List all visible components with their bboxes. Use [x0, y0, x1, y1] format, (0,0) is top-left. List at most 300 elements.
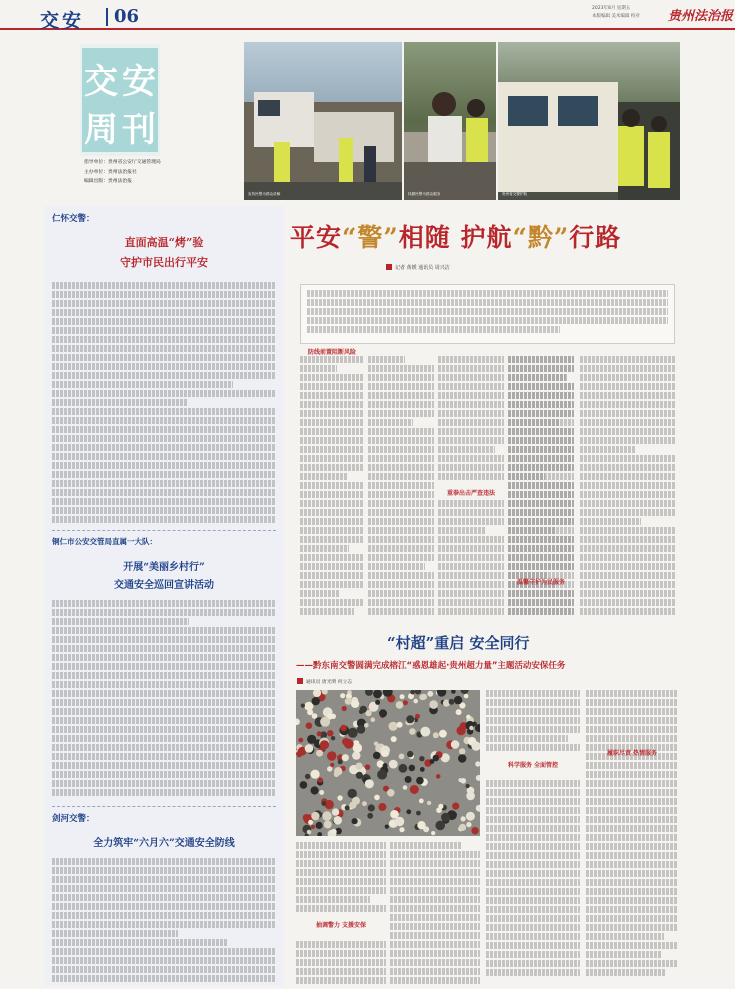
- text-line: [580, 509, 676, 516]
- text-line: [586, 915, 678, 922]
- crowd-figure: [298, 738, 303, 743]
- photo-caption-2: 执勤民警为群众服务: [408, 192, 441, 196]
- text-line: [300, 383, 364, 390]
- text-line: [586, 960, 678, 967]
- crowd-figure: [342, 706, 347, 711]
- crowd-figure: [378, 803, 386, 811]
- text-line: [438, 356, 504, 363]
- text-line: [508, 392, 574, 399]
- text-line: [368, 518, 434, 525]
- crowd-figure: [419, 799, 424, 804]
- text-line: [586, 735, 678, 742]
- text-line: [486, 852, 580, 859]
- text-line: [52, 672, 276, 679]
- text-line: [300, 509, 364, 516]
- photo-police-trucks: [244, 42, 402, 200]
- crowd-figure: [466, 715, 471, 720]
- text-line: [486, 915, 580, 922]
- crowd-figure: [307, 709, 313, 715]
- text-line: [296, 950, 386, 957]
- text-line: [580, 401, 676, 408]
- crowd-figure: [331, 736, 335, 740]
- crowd-figure: [452, 803, 459, 810]
- photo-woman-officer-illustration: [404, 42, 496, 200]
- text-line: [508, 437, 574, 444]
- crowd-figure: [303, 814, 310, 821]
- crowd-figure: [382, 750, 388, 756]
- text-line: [438, 419, 504, 426]
- text-line: [300, 401, 364, 408]
- text-line: [586, 870, 678, 877]
- text-line: [438, 410, 504, 417]
- text-line: [52, 345, 276, 352]
- crowd-figure: [311, 786, 319, 794]
- text-line: [368, 527, 434, 534]
- text-line: [508, 374, 566, 381]
- feature2-title: “村超”重启 安全同行: [387, 634, 530, 652]
- text-line: [52, 336, 276, 343]
- text-line: [438, 608, 504, 615]
- crowd-figure: [469, 726, 473, 730]
- title-part-3: 相随 护航: [398, 223, 513, 252]
- text-line: [52, 690, 276, 697]
- text-line: [52, 681, 276, 688]
- text-line: [390, 887, 480, 894]
- crowd-figure: [389, 821, 395, 827]
- text-line: [52, 930, 178, 937]
- crowd-figure: [353, 743, 362, 752]
- text-line: [508, 473, 545, 480]
- text-line: [508, 509, 574, 516]
- story1-title-line1: 直面高温“烤”验: [124, 236, 204, 249]
- text-line: [52, 291, 276, 298]
- text-line: [307, 299, 668, 306]
- crowd-figure: [395, 817, 404, 826]
- text-line: [300, 554, 364, 561]
- crowd-figure: [308, 820, 313, 825]
- crowd-figure: [466, 822, 471, 827]
- text-line: [438, 473, 504, 480]
- text-line: [296, 887, 386, 894]
- text-line: [508, 518, 574, 525]
- byline-marker: [297, 678, 303, 684]
- text-line: [586, 717, 678, 724]
- text-line: [368, 482, 434, 489]
- title-part-2: “警”: [342, 223, 399, 252]
- text-line: [52, 753, 276, 760]
- text-line: [508, 554, 574, 561]
- text-line: [586, 762, 678, 769]
- logo-char-4: 刊: [122, 110, 156, 150]
- feature2-subhead-2: 科学服务 全面管控: [507, 762, 559, 769]
- text-line: [368, 563, 425, 570]
- crowd-figure: [396, 701, 404, 709]
- feature2-column-3: [486, 690, 580, 984]
- text-line: [52, 654, 276, 661]
- credit-publisher: 编辑出版：贵州法治报: [84, 179, 132, 184]
- text-line: [390, 968, 480, 975]
- text-line: [486, 951, 580, 958]
- text-line: [586, 951, 661, 958]
- text-line: [52, 912, 276, 919]
- text-line: [52, 780, 276, 787]
- text-line: [486, 699, 580, 706]
- text-line: [300, 536, 364, 543]
- text-line: [368, 374, 434, 381]
- text-line: [52, 363, 276, 370]
- text-line: [390, 977, 480, 984]
- text-line: [52, 708, 276, 715]
- text-line: [52, 894, 276, 901]
- text-line: [368, 365, 434, 372]
- text-line: [438, 536, 504, 543]
- text-line: [580, 356, 676, 363]
- crowd-figure: [348, 728, 358, 738]
- story3-title: 全力筑牢“六月六”交通安全防线: [93, 838, 235, 849]
- text-line: [580, 608, 676, 615]
- text-line: [52, 744, 276, 751]
- text-line: [508, 365, 574, 372]
- crowd-figure: [360, 706, 367, 713]
- subhead-1: 防线前置阻断风险: [307, 349, 356, 356]
- text-line: [300, 419, 364, 426]
- section-name: 交安: [40, 10, 85, 32]
- feature2-column-4: [586, 690, 678, 984]
- text-line: [300, 491, 364, 498]
- crowd-figure: [430, 759, 435, 764]
- text-line: [580, 392, 676, 399]
- crowd-figure: [452, 812, 457, 817]
- logo-char-2: 安: [122, 62, 156, 102]
- subhead-2: 重拳出击严查违法: [446, 490, 495, 497]
- crowd-figure: [327, 730, 333, 736]
- section-divider: [52, 530, 276, 531]
- crowd-figure: [459, 748, 465, 754]
- crowd-figure: [451, 740, 460, 749]
- text-line: [586, 942, 678, 949]
- text-line: [486, 924, 580, 931]
- text-line: [52, 453, 276, 460]
- story1-body: [52, 282, 276, 524]
- photo-caption-1: 宣传民警为群众讲解: [248, 192, 281, 196]
- text-line: [438, 446, 495, 453]
- text-line: [368, 536, 434, 543]
- crowd-figure: [316, 822, 323, 829]
- crowd-figure: [345, 698, 352, 705]
- text-line: [52, 939, 228, 946]
- text-line: [580, 590, 676, 597]
- crowd-figure: [459, 824, 466, 831]
- text-line: [52, 645, 276, 652]
- crowd-figure: [340, 693, 345, 698]
- crowd-figure: [433, 732, 439, 738]
- text-line: [300, 464, 364, 471]
- text-line: [438, 554, 504, 561]
- text-line: [390, 941, 480, 948]
- text-line: [438, 500, 504, 507]
- crowd-figure: [431, 831, 435, 835]
- text-line: [52, 435, 276, 442]
- text-line: [368, 455, 434, 462]
- text-line: [300, 527, 364, 534]
- text-line: [586, 843, 678, 850]
- text-line: [586, 879, 678, 886]
- feature2-subhead-3: 履职尽责 热情服务: [606, 750, 658, 757]
- crowd-figure: [318, 777, 323, 782]
- crowd-figure: [436, 774, 441, 779]
- crowd-figure: [352, 818, 358, 824]
- text-line: [300, 356, 364, 363]
- text-line: [580, 383, 676, 390]
- crowd-figure: [461, 778, 467, 784]
- crowd-figure: [305, 744, 314, 753]
- text-line: [508, 455, 574, 462]
- text-line: [438, 392, 504, 399]
- crowd-figure: [466, 812, 475, 821]
- text-line: [438, 527, 486, 534]
- text-line: [368, 473, 434, 480]
- text-line: [586, 726, 678, 733]
- text-line: [438, 581, 504, 588]
- crowd-figure: [338, 759, 343, 764]
- crowd-figure: [391, 736, 397, 742]
- crowd-figure: [439, 730, 447, 738]
- crowd-figure: [406, 715, 414, 723]
- crowd-figure: [307, 830, 312, 835]
- crowd-figure: [312, 697, 320, 705]
- crowd-figure: [387, 789, 395, 797]
- text-line: [586, 825, 678, 832]
- text-line: [438, 545, 504, 552]
- text-line: [296, 869, 386, 876]
- text-line: [52, 948, 276, 955]
- text-line: [580, 554, 676, 561]
- text-line: [438, 365, 504, 372]
- story2-kicker: 铜仁市公安交管局直属一大队：: [52, 537, 157, 546]
- feature2-byline: 通讯员 唐光明 何立志: [306, 680, 353, 685]
- feature2-subtitle: ——黔东南交警圆满完成榕江“惑恩雄起·贵州超力量”主题活动安保任务: [296, 661, 566, 671]
- story2-title-line2: 交通安全巡回宣讲活动: [114, 580, 214, 591]
- text-line: [52, 636, 276, 643]
- crowd-figure: [348, 789, 357, 798]
- text-line: [486, 888, 580, 895]
- text-line: [390, 860, 480, 867]
- text-line: [52, 309, 276, 316]
- text-line: [300, 518, 364, 525]
- text-line: [368, 410, 434, 417]
- text-line: [52, 903, 276, 910]
- text-line: [296, 860, 386, 867]
- text-line: [586, 699, 678, 706]
- text-line: [52, 372, 276, 379]
- crowd-figure: [345, 805, 350, 810]
- text-line: [307, 326, 560, 333]
- text-line: [368, 500, 434, 507]
- text-line: [486, 870, 580, 877]
- photo-woman-officer: [404, 42, 496, 200]
- text-line: [390, 851, 480, 858]
- text-line: [508, 383, 574, 390]
- text-line: [368, 383, 434, 390]
- crowd-figure: [367, 813, 373, 819]
- logo-char-1: 交: [84, 62, 118, 102]
- story3-body: [52, 858, 276, 982]
- crowd-figure: [357, 725, 365, 733]
- text-line: [508, 527, 555, 534]
- crowd-figure: [342, 754, 349, 761]
- text-line: [52, 858, 276, 865]
- text-line: [52, 381, 233, 388]
- text-line: [300, 446, 364, 453]
- text-line: [508, 401, 574, 408]
- text-line: [580, 545, 676, 552]
- text-line: [307, 290, 668, 297]
- text-line: [52, 489, 276, 496]
- text-line: [438, 437, 504, 444]
- crowd-figure: [371, 717, 376, 722]
- crowd-figure: [471, 827, 478, 834]
- crowd-figure: [320, 740, 329, 749]
- crowd-figure: [421, 694, 427, 700]
- byline-marker: [386, 264, 392, 270]
- text-line: [580, 527, 676, 534]
- text-line: [580, 581, 676, 588]
- text-line: [390, 842, 462, 849]
- crowd-figure: [324, 821, 332, 829]
- text-line: [52, 507, 276, 514]
- text-line: [486, 834, 580, 841]
- text-line: [52, 354, 276, 361]
- main-feature-title: [290, 218, 621, 254]
- text-line: [580, 455, 676, 462]
- text-line: [438, 401, 504, 408]
- text-line: [52, 408, 276, 415]
- crowd-figure: [409, 765, 416, 772]
- title-part-1: 平安: [290, 223, 343, 252]
- text-line: [486, 843, 580, 850]
- text-line: [368, 509, 434, 516]
- text-line: [52, 300, 276, 307]
- text-line: [52, 735, 276, 742]
- text-line: [486, 798, 580, 805]
- text-line: [52, 966, 276, 973]
- text-line: [52, 876, 276, 883]
- crowd-figure: [373, 752, 381, 760]
- credit-guidance: 指导单位：贵州省公安厅交通管理局: [84, 160, 161, 165]
- text-line: [52, 327, 276, 334]
- text-line: [52, 789, 276, 796]
- text-line: [368, 464, 434, 471]
- text-line: [368, 590, 434, 597]
- text-line: [300, 392, 364, 399]
- text-line: [52, 399, 188, 406]
- crowd-figure: [306, 722, 313, 729]
- text-line: [296, 842, 386, 849]
- text-line: [486, 969, 580, 976]
- crowd-figure: [409, 728, 416, 735]
- text-line: [390, 950, 480, 957]
- feature-column-3: [438, 356, 504, 616]
- crowd-figure: [365, 764, 371, 770]
- text-line: [580, 536, 676, 543]
- crowd-figure: [319, 790, 324, 795]
- text-line: [508, 563, 574, 570]
- crowd-figure: [458, 754, 466, 762]
- text-line: [300, 572, 364, 579]
- story2-title-line1: 开展“美丽乡村行”: [123, 562, 205, 573]
- text-line: [300, 482, 364, 489]
- crowd-figure: [461, 816, 466, 821]
- text-line: [390, 959, 480, 966]
- crowd-figure: [410, 690, 415, 694]
- section-separator: [106, 8, 108, 26]
- text-line: [580, 437, 676, 444]
- text-line: [508, 446, 574, 453]
- page-number: 06: [114, 6, 140, 27]
- text-line: [52, 627, 276, 634]
- text-line: [508, 500, 574, 507]
- crowd-figure: [438, 804, 443, 809]
- text-line: [296, 878, 386, 885]
- text-line: [486, 807, 580, 814]
- crowd-figure: [344, 739, 354, 749]
- text-line: [390, 896, 480, 903]
- text-line: [438, 383, 504, 390]
- text-line: [52, 471, 276, 478]
- text-line: [368, 572, 434, 579]
- crowd-figure: [331, 752, 336, 757]
- text-line: [586, 897, 678, 904]
- crowd-figure: [397, 722, 403, 728]
- crowd-figure: [311, 770, 320, 779]
- text-line: [52, 600, 276, 607]
- feature2-subhead-1: 抽调警力 支援安保: [315, 922, 367, 929]
- text-line: [52, 282, 276, 289]
- crowd-figure: [332, 808, 339, 815]
- crowd-figure: [399, 754, 405, 760]
- text-line: [586, 780, 678, 787]
- text-line: [368, 581, 434, 588]
- text-line: [486, 825, 580, 832]
- text-line: [508, 590, 574, 597]
- text-line: [486, 735, 568, 742]
- text-line: [368, 419, 413, 426]
- crowd-figure: [385, 825, 389, 829]
- crowd-figure: [456, 709, 462, 715]
- text-line: [438, 563, 504, 570]
- crowd-figure: [322, 811, 332, 821]
- text-line: [52, 609, 276, 616]
- text-line: [438, 374, 504, 381]
- text-line: [296, 977, 386, 984]
- text-line: [52, 618, 189, 625]
- text-line: [486, 906, 580, 913]
- text-line: [486, 690, 580, 697]
- text-line: [438, 590, 504, 597]
- text-line: [486, 861, 580, 868]
- text-line: [580, 563, 676, 570]
- crowd-figure: [327, 766, 332, 771]
- text-line: [586, 834, 678, 841]
- text-line: [438, 518, 504, 525]
- text-line: [586, 888, 678, 895]
- text-line: [52, 771, 276, 778]
- newspaper-logo: 贵州法治报: [668, 9, 734, 24]
- crowd-figure: [419, 756, 424, 761]
- text-line: [586, 690, 678, 697]
- crowd-figure: [368, 804, 375, 811]
- photo-crowd-illustration: [296, 690, 480, 836]
